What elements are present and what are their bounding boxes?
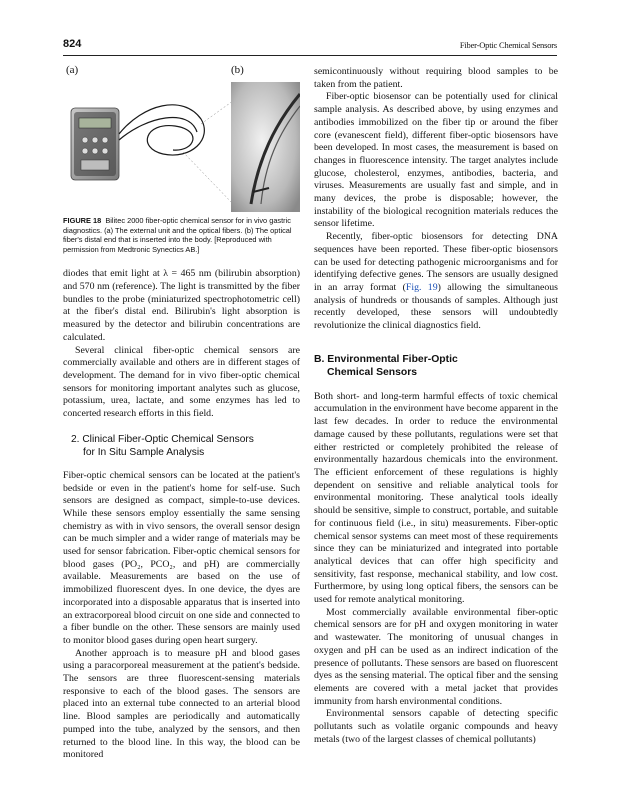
- left-paragraph-4: Another approach is to measure pH and blood gases using a paracorporeal measurement at the patient's bedside. The sensors are three fluorescent-sensing materials responsive to each of the blood gases. The sensors are placed into an external tube connected to an arterial blood line. Blood samples are periodically and automatically pumped into the tube, analyzed by the sensors, and then returned to the blood line. In this way, the blood can be monitored: [63, 647, 300, 761]
- page-number: 824: [63, 38, 82, 50]
- right-paragraph-6: Environmental sensors capable of detecting specific pollutants such as volatile organic compounds and heavy metals (two of the largest classes of chemical pollutants): [314, 708, 558, 745]
- section-heading-2-line1: 2. Clinical Fiber-Optic Chemical Sensors: [71, 433, 254, 445]
- figure-18: [63, 64, 300, 214]
- left-column: [63, 64, 300, 762]
- fiber-distal-end-photo: [231, 82, 300, 212]
- section-heading-b: [314, 353, 558, 379]
- left-paragraph-2: Several clinical fiber-optic chemical sensors are commercially available and others are in different stages of development. The demand for in vivo fiber-optic chemical sensors for monitoring important analytes such as glucose, potassium, urea, lactate, and some enzymes has led to concerted research efforts in this field.: [63, 344, 300, 420]
- caption-text: Bilitec 2000 fiber-optic chemical sensor for in vivo gastric diagnostics. (a) The external unit and the optical fibers. (b) The optical fiber's distal end that is inserted into the body. [Reproduced with permission from Medtronic Synectics AB.]: [63, 216, 292, 254]
- left-paragraph-1: diodes that emit light at λ = 465 nm (bilirubin absorption) and 570 nm (reference). The light is transmitted by the fiber bundles to the probe (miniaturized spectrophotometric cell) at the fiber's distal end. Bilirubin's light absorption is measured by the detector and bilirubin concentrations are calculated.: [63, 268, 300, 343]
- left-paragraph-3: Fiber-optic chemical sensors can be located at the patient's bedside or even in the patient's home for self-use. Such sensors are designed as compact, simple-to-use devices. While these sensors employ essentially the same sensing chemistry as with in vivo sensors, the overall sensor design can be much simpler and a wider range of materials may be used for sensor fabrication. Fiber-optic chemical sensors for blood gases (PO₂, PCO₂, and pH) are commercially available. Measurements are based on the use of immobilized fluorescent dyes. In one device, the dyes are incorporated into a disposable apparatus that is inserted into an extracorporeal blood circuit on one side and connected to a fiber bundle on the other. These sensors are mainly used to monitor blood gases during open heart surgery.: [63, 469, 300, 646]
- right-paragraph-3-end: ) allowing the simultaneous analysis of hundreds or thousands of samples. Although just recently developed, these sensors will undoubtedly revolutionize the clinical diagnostics field.: [314, 281, 558, 332]
- right-paragraph-3-start: Recently, fiber-optic biosensors for detecting DNA sequences have been reported. These fiber-optic biosensors can be used for detecting pathogenic microorganisms and for identifying defective genes. The sensors are usually designed in an array format (: [314, 231, 558, 293]
- section-heading-b-line1: B. Environmental Fiber-Optic: [314, 353, 458, 365]
- right-paragraph-2: Fiber-optic biosensor can be potentially used for clinical sample analysis. As described above, by using enzymes and antibodies immobilized on the fiber tip or around the fiber core (evanescent field), different fiber-optic biosensors have been developed. In most cases, the measurement is based on changes in fluorescence intensity. The target analytes include glucose, cholesterol, enzymes, antibodies, bacteria, and viruses. Measurements are usually fast and simple, and in many devices, the probe is disposable; however, the instability of the biological recognition materials reduces the sensor lifetime.: [314, 91, 558, 230]
- figure-18-illustration: [63, 64, 300, 214]
- right-column: [314, 66, 558, 746]
- right-paragraph-1: semicontinuously without requiring blood samples to be taken from the patient.: [314, 66, 558, 90]
- right-paragraph-4: Both short- and long-term harmful effects of toxic chemical accumulation in the environment have become apparent in the last few decades. In order to reduce the environmental damage caused by these pollutants, regulations were set that either restricted or completely prohibited the release of environmentally hazardous chemicals into the environment. The efficient enforcement of these regulations is highly dependent on sensitive and reliable analytical tools for environmental monitoring. These analytical tools ideally should be sensitive, simple to construct, portable, and suitable for continuous field (i.e., in situ) measurements. Fiber-optic chemical sensor systems can meet most of these requirements since they can be miniaturized and integrated into portable analytical devices that can offer high specificity and sensitivity, fast response, mechanical stability, and low cost. Furthermore, by using long optical fibers, the sensors can be used for remote analytical monitoring.: [314, 390, 558, 606]
- section-heading-2: [71, 433, 300, 459]
- external-unit: [71, 108, 119, 180]
- right-paragraph-5: Most commercially available environmental fiber-optic chemical sensors are for pH and oxygen monitoring in water and wastewater. The monitoring of unusual changes in oxygen and pH can be used as an indirect indication of the presence of pollutants. These sensors are based on fluorescent dyes as the sensing material. The optical fiber and the sensing elements are covered with a metal jacket that provides immunity from harsh environmental conditions.: [314, 606, 558, 707]
- caption-label: FIGURE 18: [63, 216, 102, 225]
- running-head: Fiber-Optic Chemical Sensors: [459, 40, 557, 50]
- figure-caption: [63, 216, 300, 254]
- figure-label-a: (a): [66, 64, 79, 76]
- right-paragraph-3: [314, 231, 558, 333]
- figure-19-link[interactable]: Fig. 19: [405, 281, 438, 293]
- header-rule: [63, 55, 557, 56]
- figure-label-b: (b): [231, 64, 244, 76]
- optical-fiber-coil: [119, 105, 204, 155]
- section-heading-2-line2: for In Situ Sample Analysis: [83, 446, 205, 458]
- section-heading-b-line2: Chemical Sensors: [327, 366, 418, 378]
